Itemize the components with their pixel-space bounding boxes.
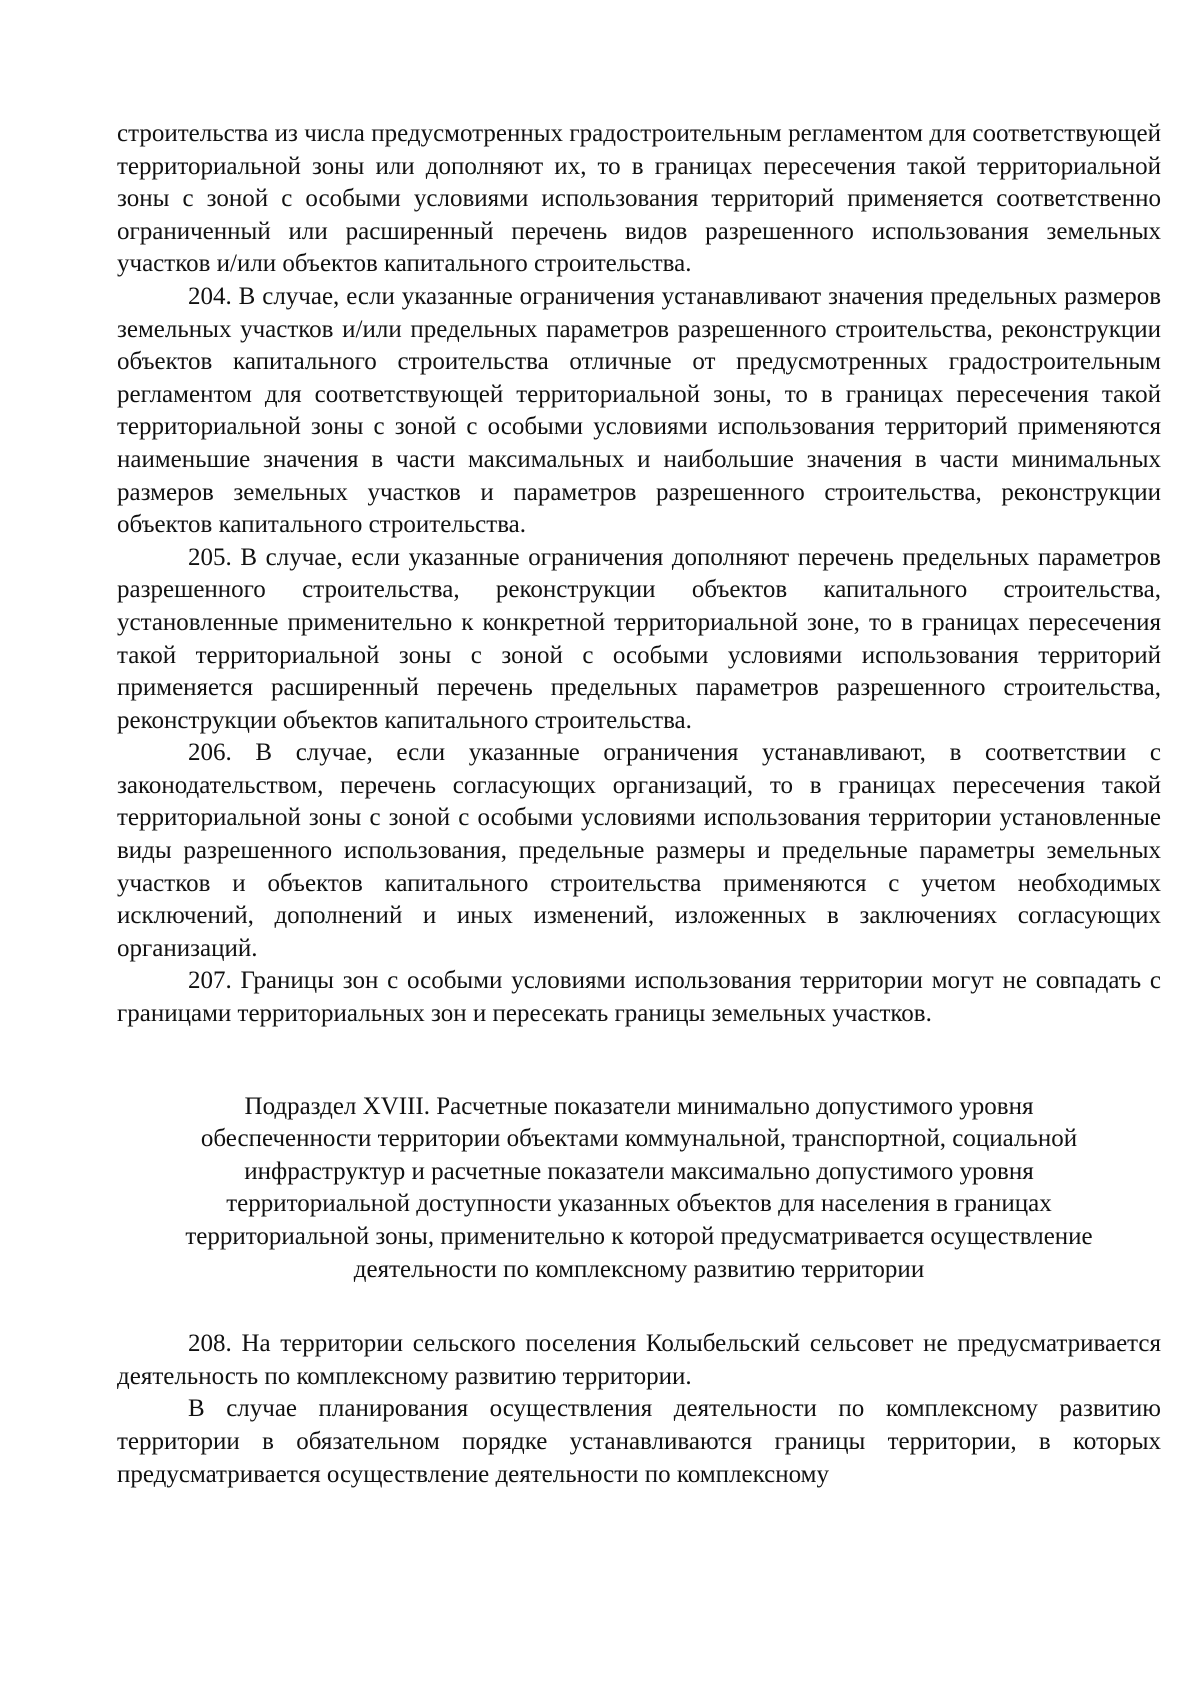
paragraph-208: 208. На территории сельского поселения Колыбельский сельсовет не предусматривается деятельность по комплексному развитию территории. [117, 1330, 1161, 1390]
heading-line: обеспеченности территории объектами коммунальной, транспортной, социальной [200, 1125, 1078, 1153]
paragraph-204: 204. В случае, если указанные ограничения устанавливают значения предельных размеров земельных участков и/или предельных параметров разрешенного строительства, реконструкции объектов капитального строительства отличные от предусмотренных градостроительным регламентом для соответствующей территориальной зоны, то в границах пересечения такой территориальной зоны с зоной с особыми условиями использования территорий применяются наименьшие значения в части максимальных и наибольшие значения в части минимальных размеров земельных участков и параметров разрешенного строительства, реконструкции объектов капитального строительства. [117, 282, 1161, 539]
paragraph-continuation: строительства из числа предусмотренных градостроительным регламентом для соответствующей территориальной зоны или дополняют их, то в границах пересечения такой территориальной зоны с зоной с особыми условиями использования территорий применяется соответственно ограниченный или расширенный перечень видов разрешенного использования земельных участков и/или объектов капитального строительства. [117, 120, 1161, 278]
paragraph-205: 205. В случае, если указанные ограничения дополняют перечень предельных параметров разрешенного строительства, реконструкции объектов капитального строительства, установленные применительно к конкретной территориальной зоне, то в границах пересечения такой территориальной зоны с зоной с особыми условиями использования территорий применяется расширенный перечень предельных параметров разрешенного строительства, реконструкции объектов капитального строительства. [117, 543, 1161, 734]
spacer [117, 1031, 1161, 1091]
heading-line: территориальной зоны, применительно к которой предусматривается осуществление [185, 1223, 1093, 1250]
paragraph-208-continuation: В случае планирования осуществления деятельности по комплексному развитию территории в обязательном порядке устанавливаются границы территории, в которых предусматривается осуществление деятельности по комплексному [117, 1395, 1161, 1488]
spacer [117, 1286, 1161, 1328]
heading-line: Подраздел XVIII. Расчетные показатели минимально допустимого уровня [244, 1092, 1034, 1120]
paragraph-207: 207. Границы зон с особыми условиями использования территории могут не совпадать с границами территориальных зон и пересекать границы земельных участков. [117, 967, 1161, 1028]
paragraph-206: 206. В случае, если указанные ограничения устанавливают, в соответствии с законодательством, перечень согласующих организаций, то в границах пересечения такой территориальной зоны с зоной с особыми условиями использования территории установленные виды разрешенного использования, предельные размеры и предельные параметры земельных участков и объектов капитального строительства применяются с учетом необходимых исключений, дополнений и иных изменений, изложенных в заключениях согласующих организаций. [117, 739, 1161, 962]
heading-line: деятельности по комплексному развитию территории [353, 1255, 925, 1283]
heading-line: территориальной доступности указанных объектов для населения в границах [226, 1190, 1052, 1218]
document-body [117, 118, 1161, 1491]
heading-line: инфраструктур и расчетные показатели максимально допустимого уровня [244, 1157, 1034, 1185]
subsection-heading [117, 1091, 1161, 1287]
